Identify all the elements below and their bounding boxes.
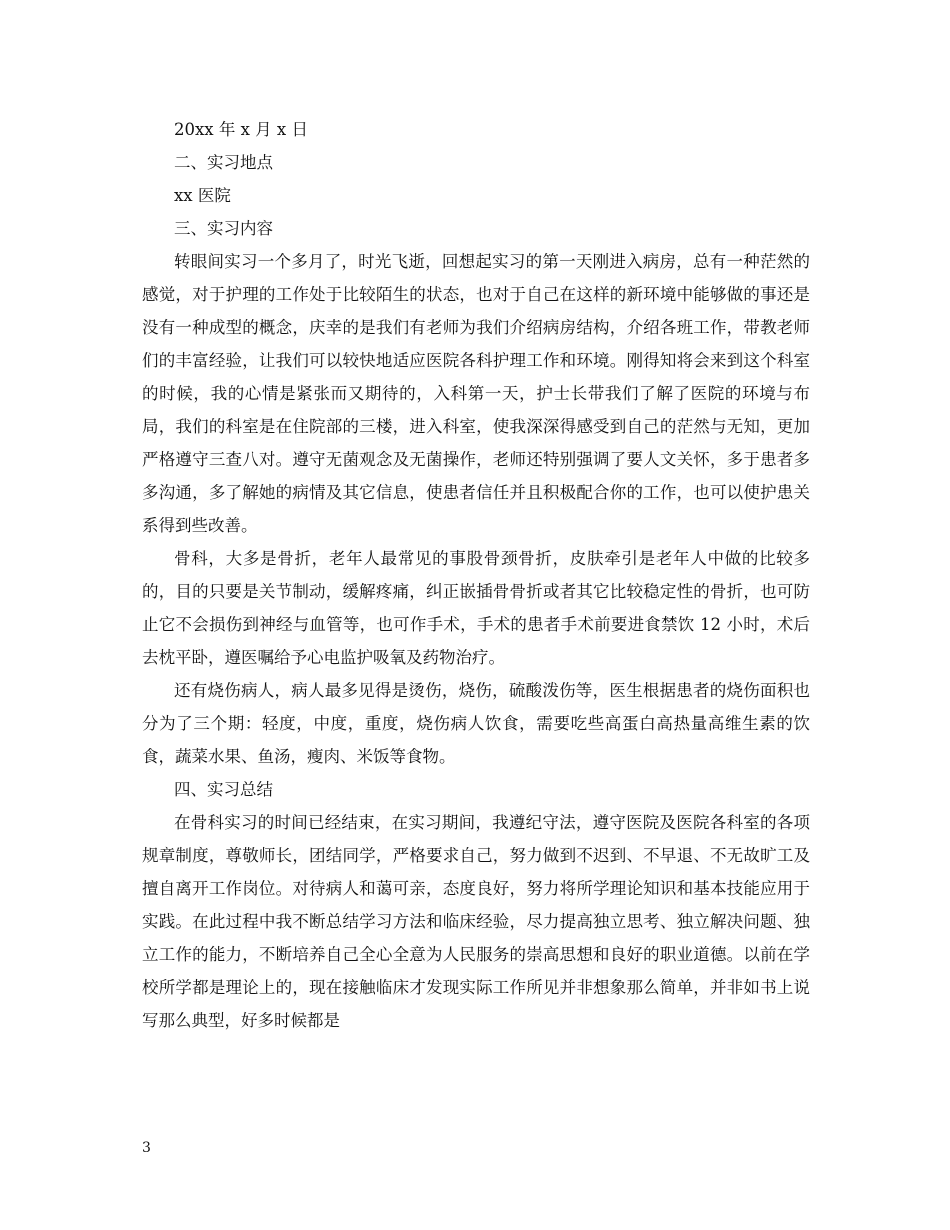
location-text: xx 医院 bbox=[174, 186, 231, 205]
section-heading-content: 三、实习内容 bbox=[174, 219, 273, 238]
section-heading-summary: 四、实习总结 bbox=[174, 780, 273, 799]
content-paragraph: 还有烧伤病人，病人最多见得是烫伤，烧伤，硫酸泼伤等，医生根据患者的烧伤面积也分为了三个期：轻度，中度，重度，烧伤病人饮食，需要吃些高蛋白高热量高维生素的饮食，蔬菜水果、鱼汤，瘦肉、米饭等食物。 bbox=[142, 681, 810, 766]
summary-paragraph: 在骨科实习的时间已经结束，在实习期间，我遵纪守法，遵守医院及医院各科室的各项规章制度，尊敬师长，团结同学，严格要求自己，努力做到不迟到、不早退、不无故旷工及擅自离开工作岗位。对待病人和蔼可亲，态度良好，努力将所学理论知识和基本技能应用于实践。在此过程中我不断总结学习方法和临床经验，尽力提高独立思考、独立解决问题、独立工作的能力，不断培养自己全心全意为人民服务的崇高思想和良好的职业道德。以前在学校所学都是理论上的，现在接触临床才发现实际工作所见并非想象那么简单，并非如书上说写那么典型，好多时候都是 bbox=[142, 813, 810, 1030]
document-body bbox=[142, 113, 810, 1037]
date-line: 20xx 年 x 月 x 日 bbox=[174, 120, 308, 139]
section-heading-location: 二、实习地点 bbox=[174, 153, 273, 172]
page-number: 3 bbox=[142, 1140, 151, 1156]
content-paragraph: 骨科，大多是骨折，老年人最常见的事股骨颈骨折，皮肤牵引是老年人中做的比较多的，目的只要是关节制动，缓解疼痛，纠正嵌插骨骨折或者其它比较稳定性的骨折，也可防止它不会损伤到神经与血管等，也可作手术，手术的患者手术前要进食禁饮 12 小时，术后去枕平卧，遵医嘱给予心电监护吸氧及药物治疗。 bbox=[142, 549, 810, 667]
content-paragraph: 转眼间实习一个多月了，时光飞逝，回想起实习的第一天刚进入病房，总有一种茫然的感觉，对于护理的工作处于比较陌生的状态，也对于自己在这样的新环境中能够做的事还是没有一种成型的概念，庆幸的是我们有老师为我们介绍病房结构，介绍各班工作，带教老师们的丰富经验，让我们可以较快地适应医院各科护理工作和环境。刚得知将会来到这个科室的时候，我的心情是紧张而又期待的，入科第一天，护士长带我们了解了医院的环境与布局，我们的科室是在住院部的三楼，进入科室，使我深深得感受到自己的茫然与无知，更加严格遵守三查八对。遵守无菌观念及无菌操作，老师还特别强调了要人文关怀，多于患者多多沟通，多了解她的病情及其它信息，使患者信任并且积极配合你的工作，也可以使护患关系得到些改善。 bbox=[142, 252, 810, 535]
